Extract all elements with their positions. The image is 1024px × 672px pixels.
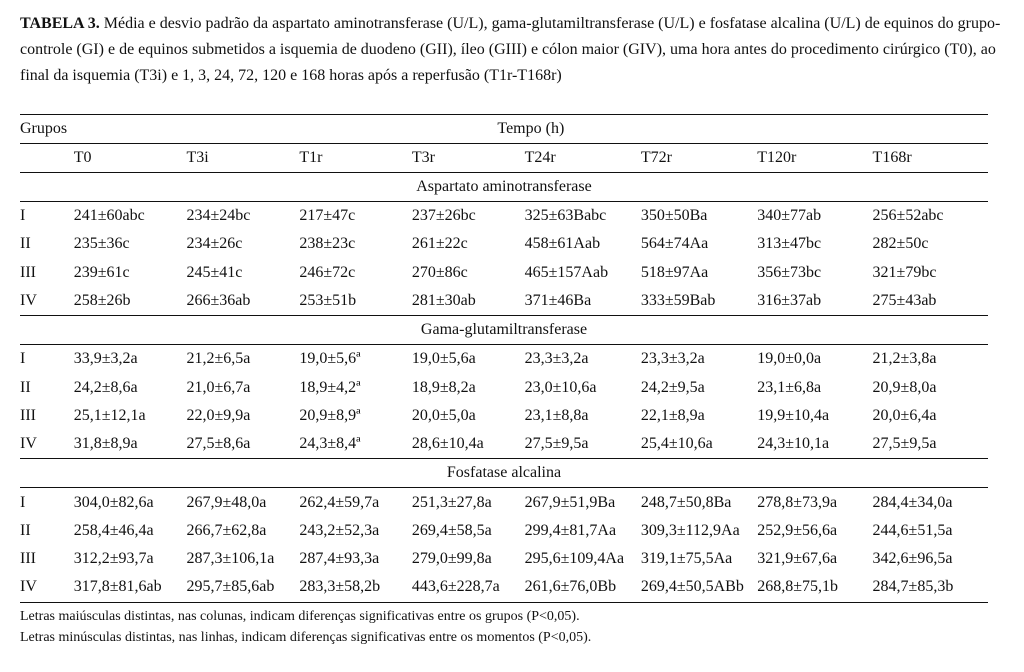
value-cell: 261,6±76,0Bb [525, 573, 641, 602]
section-header-row [20, 459, 988, 488]
value-cell: 317,8±81,6ab [74, 573, 187, 602]
groups-header: Grupos [20, 115, 74, 144]
group-cell: II [20, 378, 31, 396]
table-row [20, 430, 988, 459]
value-cell: 23,0±10,6a [524, 378, 597, 396]
table-row [20, 573, 988, 602]
value-cell: 282±50c [872, 235, 929, 253]
value-cell: 256±52abc [872, 207, 944, 225]
group-cell: I [20, 207, 26, 225]
group-cell: III [20, 406, 36, 424]
value-cell: 246±72c [299, 263, 356, 281]
value-cell: 20,0±6,4a [872, 406, 937, 424]
time-header: Tempo (h) [74, 115, 988, 144]
value-cell: 23,1±8,8a [524, 406, 589, 424]
value-cell: 27,5±9,5a [872, 435, 937, 453]
value-cell: 19,0±0,0a [757, 350, 822, 368]
time-col-t1r: T1r [299, 144, 412, 173]
value-cell: 234±24bc [186, 207, 251, 225]
value-cell: 321,9±67,6a [757, 550, 838, 568]
value-cell: 21,0±6,7a [186, 378, 251, 396]
value-cell: 28,6±10,4a [411, 435, 484, 453]
group-cell: I [20, 350, 26, 368]
value-cell: 356±73bc [757, 263, 822, 281]
value-cell: 24,3±10,1a [757, 435, 830, 453]
footnote-uppercase: Letras maiúsculas distintas, nas colunas, indicam diferenças significativas entre os grupos (P<0,05). [20, 609, 580, 624]
value-cell: 27,5±8,6a [186, 435, 251, 453]
value-cell: 18,9±8,2a [411, 378, 476, 396]
group-cell: III [20, 550, 36, 568]
table-row [20, 402, 988, 430]
table-row [20, 373, 988, 401]
value-cell: 23,3±3,2a [640, 350, 705, 368]
value-cell: 258,4±46,4a [73, 521, 154, 539]
value-cell: 316±37ab [757, 292, 822, 310]
value-cell: 24,2±8,6a [73, 378, 138, 396]
value-cell: 295,6±109,4Aa [524, 550, 625, 568]
value-cell: 333±59Bab [640, 292, 716, 310]
value-cell: 262,4±59,7a [299, 493, 380, 511]
value-cell: 295,7±85,6ab [187, 573, 300, 602]
value-cell: 20,9±8,0a [872, 378, 937, 396]
group-cell: IV [20, 292, 37, 310]
value-cell: 465±157Aab [524, 263, 609, 281]
value-cell: 248,7±50,8Ba [640, 493, 732, 511]
group-cell: I [20, 493, 26, 511]
value-cell: 241±60abc [73, 207, 145, 225]
value-cell: 25,1±12,1a [73, 406, 146, 424]
value-cell: 283,3±58,2b [299, 573, 412, 602]
value-cell: 27,5±9,5a [524, 435, 589, 453]
value-cell: 25,4±10,6a [640, 435, 713, 453]
value-cell: 237±26bc [411, 207, 476, 225]
value-cell: 21,2±6,5a [186, 350, 251, 368]
time-columns-row [20, 144, 988, 173]
value-cell: 309,3±112,9Aa [640, 521, 740, 539]
value-cell: 33,9±3,2a [73, 350, 138, 368]
value-cell: 235±36c [73, 235, 130, 253]
value-cell: 245±41c [186, 263, 243, 281]
value-cell: 458±61Aab [524, 235, 601, 253]
value-cell: 278,8±73,9a [757, 493, 838, 511]
table-row [20, 259, 988, 287]
time-col-t3r: T3r [412, 144, 525, 173]
caption-text: Média e desvio padrão da aspartato aminotransferase (U/L), gama-glutamiltransferase (U/L) e fosfatase alcalina (U/L) de equinos do grupo-controle (GI) e de equinos submetidos a isquemia de duodeno (GII), íleo (GIII) e cólon maior (GIV), uma hora antes do procedimento cirúrgico (T0), ao final da isquemia (T3i) e 1, 3, 24, 72, 120 e 168 horas após a reperfusão (T1r-T168r) [20, 15, 1001, 84]
section-header-row [20, 316, 988, 345]
value-cell: 321±79bc [872, 263, 937, 281]
value-cell: 20,0±5,0a [411, 406, 476, 424]
value-cell: 21,2±3,8a [872, 350, 937, 368]
value-cell: 267,9±48,0a [186, 493, 267, 511]
value-cell: 269,4±50,5ABb [641, 573, 757, 602]
section-title: Aspartato aminotransferase [20, 173, 988, 202]
value-cell: 22,1±8,9a [640, 406, 705, 424]
value-cell: 239±61c [73, 263, 130, 281]
value-cell: 342,6±96,5a [872, 550, 953, 568]
value-cell: 319,1±75,5Aa [640, 550, 733, 568]
section-header-row [20, 173, 988, 202]
time-col-t24r: T24r [525, 144, 641, 173]
value-cell: 22,0±9,9a [186, 406, 251, 424]
value-cell: 23,1±6,8a [757, 378, 822, 396]
value-cell: 252,9±56,6a [757, 521, 838, 539]
value-cell: 266,7±62,8a [186, 521, 267, 539]
value-cell: 19,0±5,6a [411, 350, 476, 368]
value-cell: 270±86c [411, 263, 468, 281]
table-row [20, 517, 988, 545]
table-row [20, 345, 988, 374]
table-row [20, 488, 988, 517]
value-cell: 31,8±8,9a [73, 435, 138, 453]
time-col-t168r: T168r [873, 144, 988, 173]
value-cell: 266±36ab [186, 292, 251, 310]
value-cell: 304,0±82,6a [73, 493, 154, 511]
value-cell: 325±63Babc [524, 207, 607, 225]
group-cell: III [20, 263, 36, 281]
time-col-t0: T0 [74, 144, 187, 173]
value-cell: 518±97Aa [640, 263, 709, 281]
value-cell: 564±74Aa [640, 235, 709, 253]
group-cell: IV [20, 573, 74, 602]
value-cell: 275±43ab [872, 292, 937, 310]
group-cell: II [20, 521, 31, 539]
table-row [20, 202, 988, 231]
data-table [20, 114, 988, 603]
value-cell: 371±46Ba [524, 292, 592, 310]
value-cell: 340±77ab [757, 207, 822, 225]
group-cell: II [20, 235, 31, 253]
value-cell: 299,4±81,7Aa [524, 521, 617, 539]
section-title: Gama-glutamiltransferase [20, 316, 988, 345]
time-row-spacer [20, 144, 74, 173]
value-cell: 284,7±85,3b [873, 573, 988, 602]
value-cell: 253±51b [299, 292, 357, 310]
value-cell: 287,4±93,3a [299, 550, 380, 568]
value-cell: 24,3±8,4ª [299, 435, 361, 453]
value-cell: 284,4±34,0a [872, 493, 953, 511]
value-cell: 238±23c [299, 235, 356, 253]
value-cell: 313±47bc [757, 235, 822, 253]
value-cell: 244,6±51,5a [872, 521, 953, 539]
time-col-t3i: T3i [187, 144, 300, 173]
value-cell: 267,9±51,9Ba [524, 493, 616, 511]
value-cell: 217±47c [299, 207, 356, 225]
value-cell: 281±30ab [411, 292, 476, 310]
footnotes [20, 606, 591, 648]
table-row [20, 230, 988, 258]
table-row [20, 287, 988, 316]
value-cell: 23,3±3,2a [524, 350, 589, 368]
value-cell: 24,2±9,5a [640, 378, 705, 396]
value-cell: 234±26c [186, 235, 243, 253]
table-row [20, 545, 988, 573]
footnote-lowercase: Letras minúsculas distintas, nas linhas, indicam diferenças significativas entre os momentos (P<0,05). [20, 630, 592, 645]
section-title: Fosfatase alcalina [20, 459, 988, 488]
value-cell: 279,0±99,8a [411, 550, 492, 568]
caption-label: TABELA 3. [20, 15, 100, 32]
value-cell: 19,0±5,6ª [299, 350, 361, 368]
value-cell: 261±22c [411, 235, 468, 253]
value-cell: 258±26b [73, 292, 131, 310]
table-caption [20, 11, 1005, 89]
value-cell: 18,9±4,2ª [299, 378, 361, 396]
value-cell: 243,2±52,3a [299, 521, 380, 539]
group-cell: IV [20, 435, 37, 453]
time-col-t72r: T72r [641, 144, 757, 173]
value-cell: 268,8±75,1b [757, 573, 872, 602]
value-cell: 287,3±106,1a [186, 550, 275, 568]
value-cell: 19,9±10,4a [757, 406, 830, 424]
value-cell: 443,6±228,7a [412, 573, 525, 602]
value-cell: 251,3±27,8a [411, 493, 492, 511]
value-cell: 312,2±93,7a [73, 550, 154, 568]
value-cell: 269,4±58,5a [411, 521, 492, 539]
value-cell: 20,9±8,9ª [299, 406, 361, 424]
time-col-t120r: T120r [757, 144, 872, 173]
value-cell: 350±50Ba [640, 207, 708, 225]
